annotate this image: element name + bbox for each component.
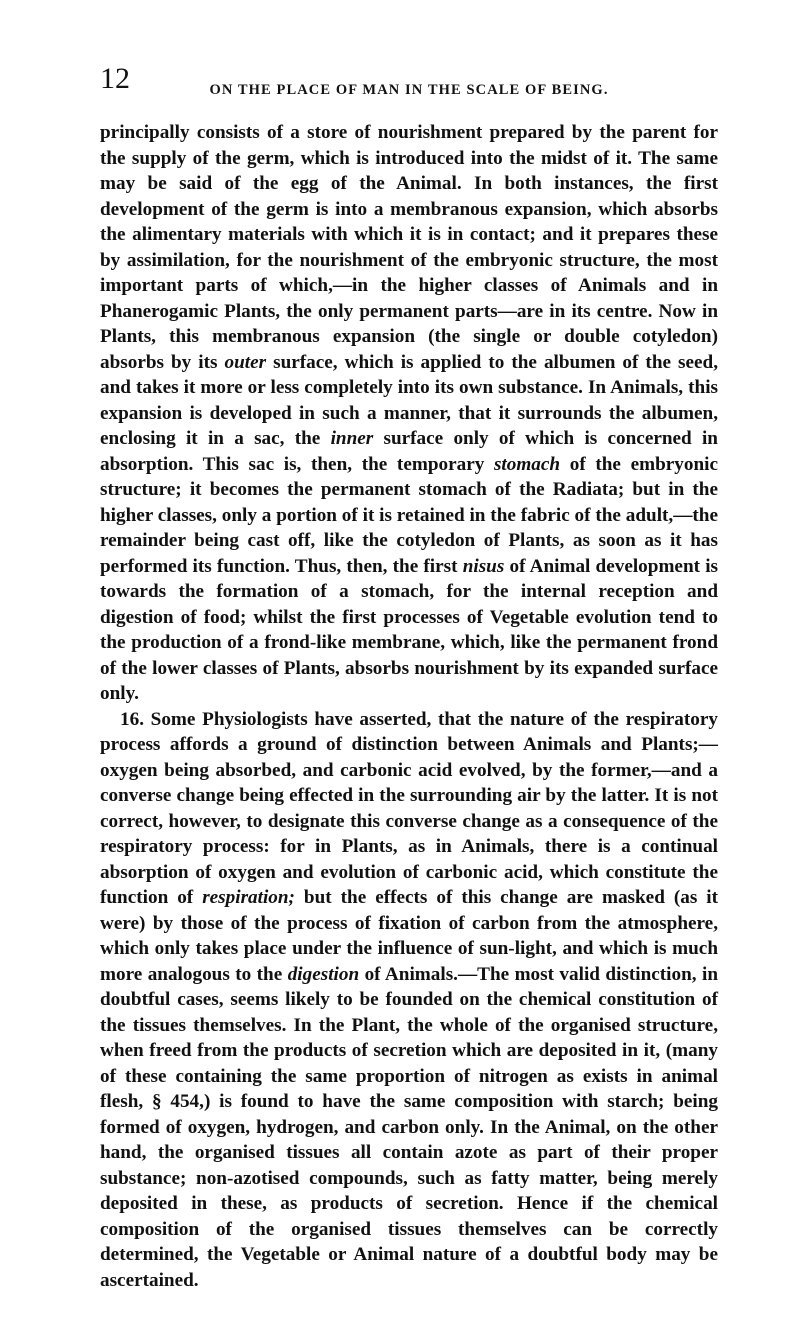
italic-term: stomach: [493, 453, 561, 475]
italic-term: digestion: [287, 963, 360, 985]
text-run: surface only of which is concerned in absorption. This sac is, then, the temporary: [100, 428, 718, 475]
italic-term: inner: [330, 428, 374, 449]
paragraph-continuation: [100, 120, 718, 707]
text-run: of Animals.—The most valid distinction, in doubtful cases, seems likely to be founded on the chemical constitution of the tissues themselves. In the Plant, the whole of the organised structure, when freed from the products of secretion which are deposited in it, (many of these containing the same proportion of nitrogen as exists in animal flesh, § 454,) is found to have the same composition with starch; being formed of oxygen, hydrogen, and carbon only. In the Animal, on the other hand, the organised tissues all contain azote as part of their proper substance; non-azotised compounds, such as fatty matter, being merely deposited in these, as products of secretion. Hence if the chemical composition of the organised tissues themselves can be correctly determined, the Vegetable or Animal nature of a doubtful body may be ascertained.: [100, 963, 718, 1291]
text-run: principally consists of a store of nourishment prepared by the parent for the supply of the germ, which is introduced into the midst of it. The same may be said of the egg of the Animal. In both instances, the first development of the germ is into a membranous expansion, which absorbs the alimentary materials with which it is in contact; and it prepares these by assimilation, for the nourishment of the embryonic structure, the most important parts of which,—in the higher classes of Animals and in Phanerogamic Plants, the only permanent parts—are in its centre. Now in Plants, this membranous expansion (the single or double cotyledon) absorbs by its: [100, 122, 718, 373]
text-run: surface, which is applied to the albumen of the seed, and takes it more or less completely into its own substance. In Animals, this expansion is developed in such a manner, that it surrounds the albumen, enclosing it in a sac, the: [100, 351, 718, 449]
text-run: but the effects of this change are masked (as it were) by those of the process of fixation of carbon from the atmosphere, which only takes place under the influence of sun-light, and which is much more analogous to the: [100, 887, 718, 985]
italic-term: nisus: [462, 555, 505, 577]
page-number: 12: [100, 62, 130, 95]
paragraph-16: [100, 707, 718, 1294]
page-header: [100, 62, 718, 98]
text-run: of Animal development is towards the formation of a stomach, for the internal reception and digestion of food; whilst the first processes of Vegetable evolution tend to the production of a frond-like membrane, which, like the permanent frond of the lower classes of Plants, absorbs nourishment by its expanded surface only.: [100, 555, 718, 704]
text-run: 16. Some Physiologists have asserted, that the nature of the respiratory process affords a ground of distinction between Animals and Plants;—oxygen being absorbed, and carbonic acid evolved, by the former,—and a converse change being effected in the surrounding air by the latter. It is not correct, however, to designate this converse change as a consequence of the respiratory process: for in Plants, as in Animals, there is a continual absorption of oxygen and evolution of carbonic acid, which constitute the function of: [100, 708, 718, 908]
italic-term: outer: [224, 351, 267, 373]
italic-term: respiration;: [202, 887, 295, 908]
running-title: ON THE PLACE OF MAN IN THE SCALE OF BEING.: [209, 82, 609, 98]
text-run: of the embryonic structure; it becomes the permanent stomach of the Radiata; but in the higher classes, only a portion of it is retained in the fabric of the adult,—the remainder being cast off, like the cotyledon of Plants, as soon as it has performed its function. Thus, then, the first: [100, 453, 718, 577]
body-text: [100, 120, 718, 1293]
